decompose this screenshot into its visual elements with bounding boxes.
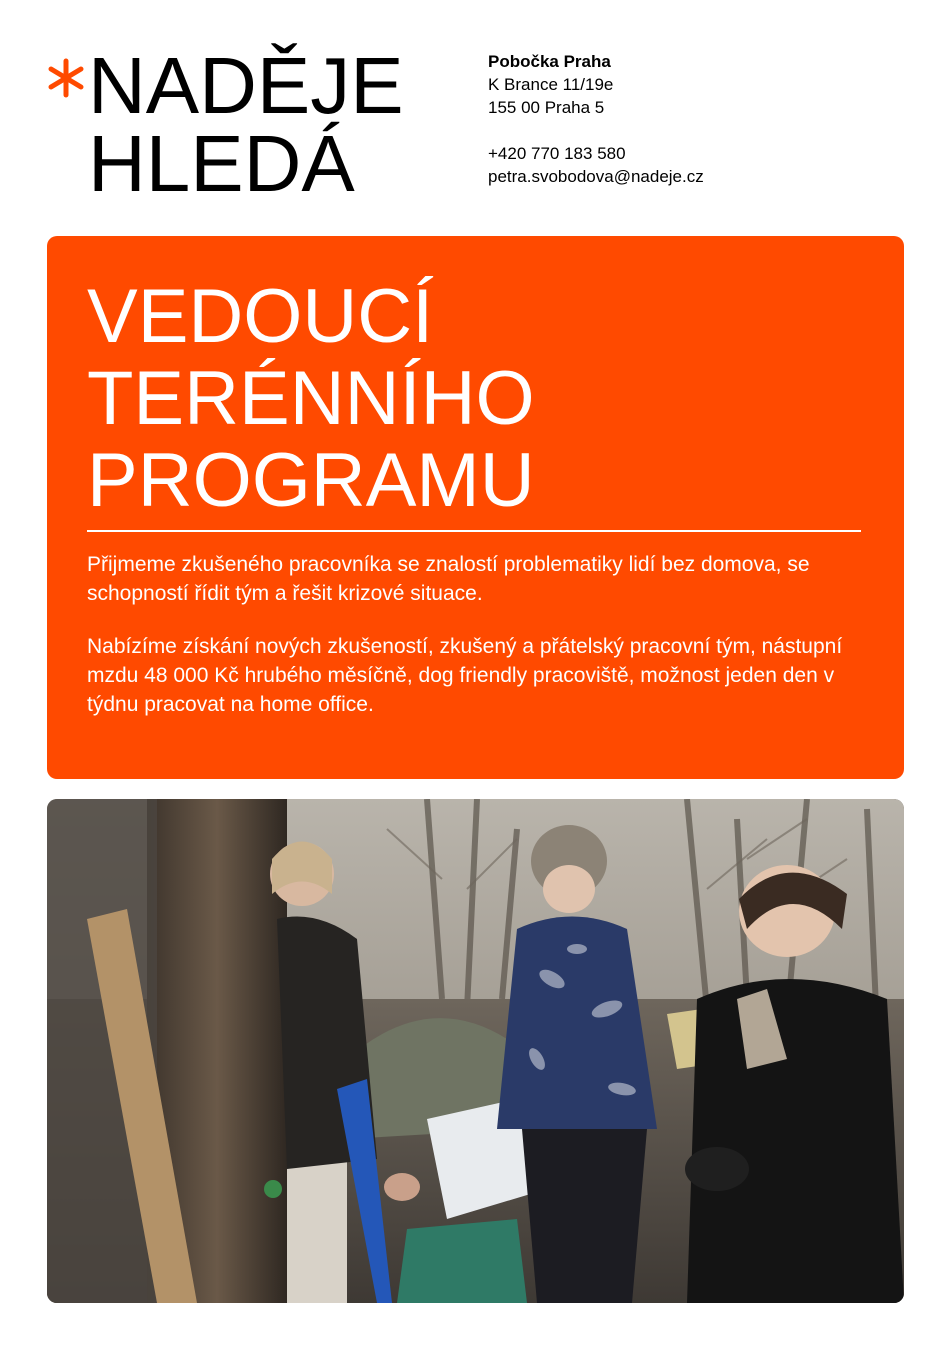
offer-paragraph: Nabízíme získání nových zkušeností, zkušený a přátelský pracovní tým, nástupní mzdu 48 000 Kč hrubého měsíčně, dog friendly pracoviště, možnost jeden den v týdnu pracovat na home office. (87, 635, 843, 716)
phone-number[interactable]: +420 770 183 580 (488, 144, 626, 163)
logo-text-line2: HLEDÁ (88, 119, 355, 208)
title-divider (87, 530, 861, 532)
branch-name: Pobočka Praha (488, 52, 611, 71)
job-title (87, 276, 535, 522)
photo-illustration (47, 799, 904, 1303)
field-work-photo (47, 799, 904, 1303)
asterisk-icon (46, 58, 86, 98)
logo (44, 41, 464, 208)
street-address: K Brance 11/19e (488, 75, 614, 94)
city-address: 155 00 Praha 5 (488, 98, 605, 117)
job-title-line1: VEDOUCÍ (87, 274, 434, 359)
requirements-paragraph: Přijmeme zkušeného pracovníka se znalostí problematiky lidí bez domova, se schopností řídit tým a řešit krizové situace. (87, 553, 810, 605)
contact-block (488, 50, 704, 188)
job-title-line2: TERÉNNÍHO (87, 356, 535, 441)
job-title-line3: PROGRAMU (87, 438, 535, 523)
job-description-panel (47, 236, 904, 779)
logo-text-line1: NADĚJE (88, 41, 404, 130)
email-address[interactable]: petra.svobodova@nadeje.cz (488, 167, 704, 186)
